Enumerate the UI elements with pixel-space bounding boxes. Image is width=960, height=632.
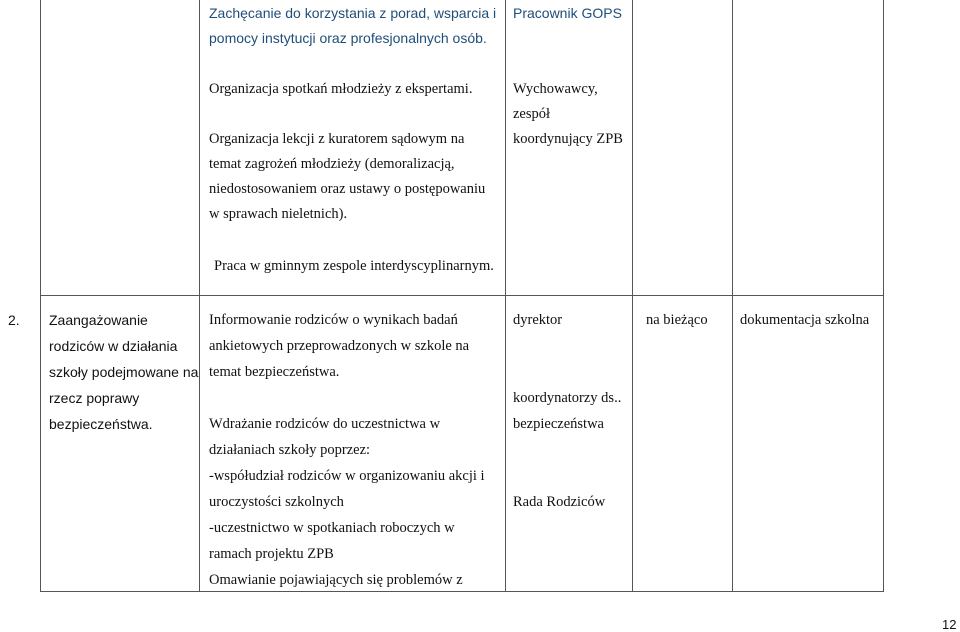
row2-area-line-2: rodziców w działania (49, 338, 178, 354)
row2-action-line-7: uroczystości szkolnych (209, 494, 344, 510)
column-divider-3 (632, 0, 633, 592)
row2-deadline: na bieżąco (646, 312, 708, 328)
table-border-bottom (40, 591, 884, 592)
row1b-action-line-5: w sprawach nieletnich). (209, 206, 348, 222)
row1b-action-line-2: Organizacja lekcji z kuratorem sądowym na (209, 131, 465, 147)
column-divider-1 (199, 0, 200, 592)
row2-responsible-line-2: koordynatorzy ds.. (513, 390, 622, 406)
row2-responsible-line-3: bezpieczeństwa (513, 416, 604, 432)
row2-action-line-3: temat bezpieczeństwa. (209, 364, 340, 380)
column-divider-4 (732, 0, 733, 592)
row-divider (40, 295, 884, 296)
row2-area-line-5: bezpieczeństwa. (49, 416, 153, 432)
row2-action-line-10: Omawianie pojawiających się problemów z (209, 572, 463, 588)
column-divider-2 (505, 0, 506, 592)
table-border-left (40, 0, 41, 592)
row2-responsible-line-4: Rada Rodziców (513, 494, 606, 510)
row2-area-line-1: Zaangażowanie (49, 312, 148, 328)
row2-action-line-9: ramach projektu ZPB (209, 546, 334, 562)
row1b-responsible-line-3: koordynujący ZPB (513, 131, 623, 147)
row2-documentation: dokumentacja szkolna (740, 312, 870, 328)
row1b-responsible-line-1: Wychowawcy, (513, 81, 598, 97)
row2-action-line-1: Informowanie rodziców o wynikach badań (209, 312, 458, 328)
row2-responsible-line-1: dyrektor (513, 312, 563, 328)
row2-action-line-4: Wdrażanie rodziców do uczestnictwa w (209, 416, 441, 432)
row1-action-line-1: Zachęcanie do korzystania z porad, wsparcia i (209, 5, 497, 21)
row1-action-line-2: pomocy instytucji oraz profesjonalnych osób. (209, 30, 487, 46)
row1b-responsible-line-2: zespół (513, 106, 551, 122)
row2-action-line-5: działaniach szkoły poprzez: (209, 442, 371, 458)
row2-action-line-2: ankietowych przeprowadzonych w szkole na (209, 338, 470, 354)
row1b-action-line-3: temat zagrożeń młodzieży (demoralizacją, (209, 156, 455, 172)
row2-action-line-6: -współudział rodziców w organizowaniu akcji i (209, 468, 485, 484)
row2-action-line-8: -uczestnictwo w spotkaniach roboczych w (209, 520, 455, 536)
row2-number: 2. (8, 312, 20, 328)
row1b-action-line-1: Organizacja spotkań młodzieży z ekspertami. (209, 81, 473, 97)
row2-area-line-4: rzecz poprawy (49, 390, 140, 406)
row1-responsible: Pracownik GOPS (513, 5, 622, 21)
row1b-action-line-4: niedostosowaniem oraz ustawy o postępowaniu (209, 181, 486, 197)
table-border-right (883, 0, 884, 592)
row2-area-line-3: szkoły podejmowane na (49, 364, 199, 380)
row1b-extra-action: Praca w gminnym zespole interdyscyplinarnym. (214, 258, 494, 274)
page-number: 12 (942, 617, 957, 632)
